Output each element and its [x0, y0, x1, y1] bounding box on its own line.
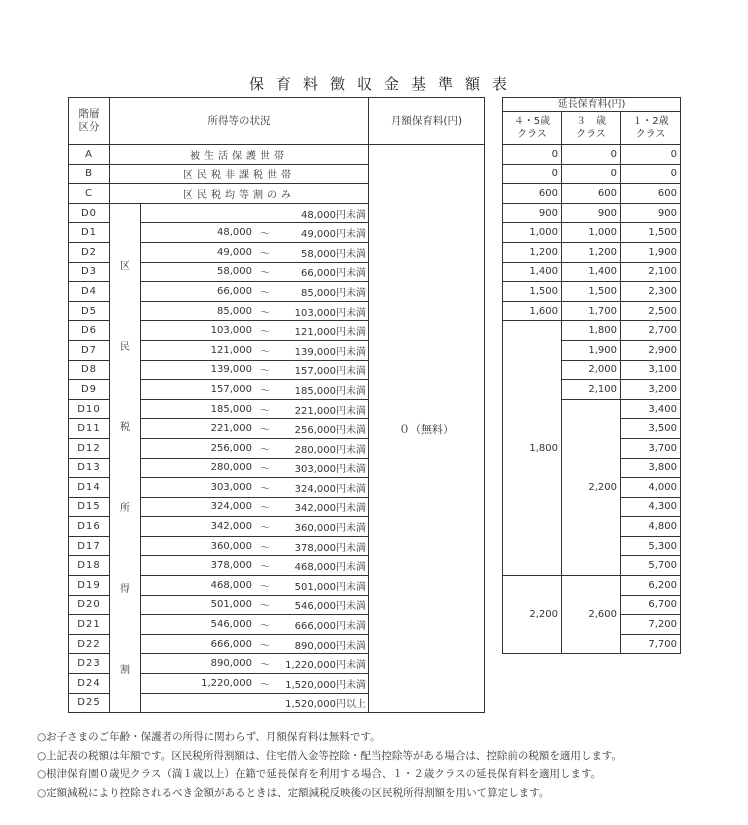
- extended-fee: 4,300: [621, 497, 681, 517]
- vertical-label: [110, 203, 141, 712]
- extended-fee: 5,700: [621, 556, 681, 576]
- extended-fee: 1,600: [503, 301, 562, 321]
- table-row: [503, 301, 681, 321]
- tier-code: D9: [69, 380, 110, 400]
- extended-fee: 1,200: [503, 242, 562, 262]
- income-range: [141, 478, 369, 498]
- income-range: [141, 340, 369, 360]
- income-range: [141, 693, 369, 713]
- range-upper: 1,220,000円未満: [285, 660, 366, 672]
- range-upper: 378,000円未満: [294, 542, 366, 554]
- range-lower: 324,000: [210, 501, 252, 513]
- note-line: ○定額減税により控除されるべき金額があるときは、定額減税反映後の区民税所得割額を用いて算定します。: [37, 786, 550, 799]
- range-tilde: ～: [260, 268, 270, 280]
- range-tilde: ～: [260, 581, 270, 593]
- range-upper: 121,000円未満: [294, 327, 366, 339]
- range-lower: 121,000: [210, 344, 252, 356]
- extended-fee: 0: [503, 145, 562, 165]
- extended-fee: 1,000: [562, 223, 621, 243]
- income-range: [141, 634, 369, 654]
- tier-code: D14: [69, 478, 110, 498]
- extended-fee: 3,100: [621, 360, 681, 380]
- header-class-4-5: ４・5歳 クラス: [503, 112, 562, 145]
- vertical-label-char: 割: [120, 664, 130, 676]
- tier-code: D18: [69, 556, 110, 576]
- header-monthly-fee: 月額保育料(円): [369, 98, 485, 145]
- range-tilde: ～: [260, 444, 270, 456]
- tier-code: D22: [69, 634, 110, 654]
- range-lower: 890,000: [210, 658, 252, 670]
- monthly-fee: ０（無料）: [369, 145, 485, 713]
- range-upper: 256,000円未満: [294, 425, 366, 437]
- range-tilde: ～: [260, 405, 270, 417]
- page-title: 保育料徴収金基準額表: [248, 75, 519, 93]
- tier-code: D0: [69, 203, 110, 223]
- income-range: [141, 536, 369, 556]
- extended-fee: 2,500: [621, 301, 681, 321]
- extended-fee: 7,200: [621, 615, 681, 635]
- extended-fee: 1,800: [562, 321, 621, 341]
- vertical-label-char: 区: [120, 260, 130, 272]
- income-range: [141, 576, 369, 596]
- extended-fee: 600: [562, 184, 621, 204]
- range-lower: 360,000: [210, 540, 252, 552]
- header-income: 所得等の状況: [110, 98, 369, 145]
- range-lower: 66,000: [217, 285, 252, 297]
- range-lower: 546,000: [210, 619, 252, 631]
- extended-fee: 2,600: [562, 576, 621, 654]
- range-lower: 378,000: [210, 560, 252, 572]
- extended-fee: 5,300: [621, 536, 681, 556]
- vertical-label-char: 税: [120, 422, 130, 434]
- extended-title: 延長保育料(円): [503, 98, 681, 112]
- range-upper: 1,520,000円未満: [285, 679, 366, 691]
- tier-code: D10: [69, 399, 110, 419]
- range-upper: 49,000円未満: [301, 229, 366, 241]
- income-range: [141, 438, 369, 458]
- range-lower: 342,000: [210, 521, 252, 533]
- range-tilde: ～: [260, 640, 270, 652]
- extended-fee: 1,500: [621, 223, 681, 243]
- tier-code: D7: [69, 340, 110, 360]
- range-upper: 666,000円未満: [294, 621, 366, 633]
- range-upper: 342,000円未満: [294, 503, 366, 515]
- income-range: [141, 321, 369, 341]
- range-tilde: ～: [260, 287, 270, 299]
- range-upper: 1,520,000円以上: [285, 699, 366, 711]
- extended-fee: 0: [621, 164, 681, 184]
- extended-fee: 600: [621, 184, 681, 204]
- table-row: [503, 262, 681, 282]
- table-row: [503, 282, 681, 302]
- extended-fee: 0: [562, 164, 621, 184]
- range-upper: 501,000円未満: [294, 581, 366, 593]
- income-range: [141, 242, 369, 262]
- extended-fee: 1,700: [562, 301, 621, 321]
- range-upper: 360,000円未満: [294, 523, 366, 535]
- range-upper: 185,000円未満: [294, 385, 366, 397]
- range-lower: 468,000: [210, 579, 252, 591]
- range-lower: 501,000: [210, 599, 252, 611]
- extended-fee: 3,400: [621, 399, 681, 419]
- range-lower: 185,000: [210, 403, 252, 415]
- extended-fee: 1,900: [562, 340, 621, 360]
- extended-fee: 2,100: [621, 262, 681, 282]
- note-line: ○根津保育園０歳児クラス（満１歳以上）在籍で延長保育を利用する場合、１・２歳クラスの延長保育料を適用します。: [37, 768, 602, 780]
- income-range: [141, 595, 369, 615]
- table-row: [503, 576, 681, 596]
- extended-fee: 2,100: [562, 380, 621, 400]
- table-row: [503, 164, 681, 184]
- fee-table: [68, 97, 485, 713]
- range-lower: 666,000: [210, 638, 252, 650]
- extended-fee: 6,700: [621, 595, 681, 615]
- range-upper: 303,000円未満: [294, 464, 366, 476]
- range-upper: 280,000円未満: [294, 444, 366, 456]
- range-tilde: ～: [260, 327, 270, 339]
- range-tilde: ～: [260, 601, 270, 613]
- range-lower: 280,000: [210, 462, 252, 474]
- tier-code: C: [69, 184, 110, 204]
- extended-fee: 2,300: [621, 282, 681, 302]
- tier-code: D1: [69, 223, 110, 243]
- range-lower: 303,000: [210, 481, 252, 493]
- extended-fee: 6,200: [621, 576, 681, 596]
- range-tilde: ～: [260, 483, 270, 495]
- tier-code: B: [69, 164, 110, 184]
- range-lower: 157,000: [210, 383, 252, 395]
- range-tilde: ～: [260, 346, 270, 358]
- vertical-label-char: 民: [120, 341, 130, 353]
- extended-fee: 0: [562, 145, 621, 165]
- range-tilde: ～: [260, 679, 270, 691]
- range-tilde: ～: [260, 248, 270, 260]
- tier-code: D5: [69, 301, 110, 321]
- header-tier: 階層 区分: [69, 98, 110, 145]
- table-row: [69, 145, 485, 165]
- income-range: [141, 654, 369, 674]
- extended-fee: 1,200: [562, 242, 621, 262]
- income-range: [141, 203, 369, 223]
- tier-code: D24: [69, 674, 110, 694]
- tier-code: D4: [69, 282, 110, 302]
- income-range: [141, 262, 369, 282]
- extended-fee: 4,800: [621, 517, 681, 537]
- range-tilde: ～: [260, 523, 270, 535]
- extended-fee: 7,700: [621, 634, 681, 654]
- tier-code: D6: [69, 321, 110, 341]
- extended-fee: 1,000: [503, 223, 562, 243]
- extended-fee: 2,000: [562, 360, 621, 380]
- extended-fee: 900: [562, 203, 621, 223]
- income-range: [141, 517, 369, 537]
- vertical-label-char: 得: [120, 584, 130, 595]
- range-tilde: ～: [260, 562, 270, 574]
- extended-fee: 1,500: [562, 282, 621, 302]
- range-upper: 324,000円未満: [294, 483, 366, 495]
- income-range: [141, 399, 369, 419]
- range-tilde: ～: [260, 307, 270, 319]
- header-class-1-2: １・2歳 クラス: [621, 112, 681, 145]
- extended-fee: 3,700: [621, 438, 681, 458]
- table-row: [503, 145, 681, 165]
- range-lower: 221,000: [210, 423, 252, 435]
- range-lower: 103,000: [210, 325, 252, 337]
- extended-fee: 0: [503, 164, 562, 184]
- range-upper: 103,000円未満: [294, 307, 366, 319]
- range-tilde: ～: [260, 229, 270, 241]
- range-upper: 890,000円未満: [294, 640, 366, 652]
- range-lower: 256,000: [210, 442, 252, 454]
- vertical-label-char: 所: [120, 503, 130, 515]
- extended-care-fee-table: [502, 97, 681, 654]
- extended-fee: 900: [621, 203, 681, 223]
- tier-code: D11: [69, 419, 110, 439]
- income-range: [141, 380, 369, 400]
- range-lower: 48,000: [217, 227, 252, 239]
- tier-code: D21: [69, 615, 110, 635]
- tier-code: D8: [69, 360, 110, 380]
- extended-fee: 600: [503, 184, 562, 204]
- tier-code: D25: [69, 693, 110, 713]
- range-upper: 468,000円未満: [294, 562, 366, 574]
- tier-code: D3: [69, 262, 110, 282]
- table-row: [503, 223, 681, 243]
- range-upper: 139,000円未満: [294, 346, 366, 358]
- income-range: [141, 301, 369, 321]
- tier-code: D12: [69, 438, 110, 458]
- tier-code: D13: [69, 458, 110, 478]
- extended-fee: 3,800: [621, 458, 681, 478]
- range-upper: 66,000円未満: [301, 268, 366, 280]
- range-lower: 49,000: [217, 246, 252, 258]
- income-range: [141, 615, 369, 635]
- note-line: ○上記表の税額は年額です。区民税所得割額は、住宅借入金等控除・配当控除等がある場合は、控除前の税額を適用します。: [37, 749, 622, 762]
- income-status: 区民税均等割のみ: [110, 184, 369, 204]
- range-upper: 157,000円未満: [294, 366, 366, 378]
- range-tilde: ～: [260, 385, 270, 397]
- income-range: [141, 556, 369, 576]
- range-upper: 546,000円未満: [294, 601, 366, 613]
- extended-fee: 1,400: [562, 262, 621, 282]
- extended-fee: 4,000: [621, 478, 681, 498]
- tier-code: D17: [69, 536, 110, 556]
- range-tilde: ～: [260, 464, 270, 476]
- range-upper: 58,000円未満: [301, 248, 366, 260]
- range-upper: 48,000円未満: [301, 209, 366, 221]
- table-row: [503, 242, 681, 262]
- extended-fee: 3,200: [621, 380, 681, 400]
- income-range: [141, 674, 369, 694]
- tier-code: D20: [69, 595, 110, 615]
- income-range: [141, 282, 369, 302]
- income-status: 被生活保護世帯: [110, 145, 369, 165]
- range-tilde: ～: [260, 366, 270, 378]
- range-tilde: ～: [260, 542, 270, 554]
- tier-code: A: [69, 145, 110, 165]
- income-range: [141, 497, 369, 517]
- notes: [37, 728, 622, 802]
- tier-code: D15: [69, 497, 110, 517]
- range-lower: 1,220,000: [201, 677, 252, 689]
- range-tilde: ～: [260, 621, 270, 633]
- income-status: 区民税非課税世帯: [110, 164, 369, 184]
- range-tilde: ～: [260, 660, 270, 672]
- extended-fee: 1,500: [503, 282, 562, 302]
- extended-fee: 2,200: [503, 576, 562, 654]
- range-upper: 221,000円未満: [294, 405, 366, 417]
- range-tilde: ～: [260, 503, 270, 515]
- tier-code: D23: [69, 654, 110, 674]
- extended-fee: 1,900: [621, 242, 681, 262]
- note-line: ○お子さまのご年齢・保護者の所得に関わらず、月額保育料は無料です。: [37, 731, 381, 743]
- extended-fee: 900: [503, 203, 562, 223]
- income-range: [141, 419, 369, 439]
- tier-code: D19: [69, 576, 110, 596]
- range-tilde: ～: [260, 425, 270, 437]
- income-range: [141, 458, 369, 478]
- extended-fee: 1,400: [503, 262, 562, 282]
- header-class-3: ３ 歳 クラス: [562, 112, 621, 145]
- extended-fee: 0: [621, 145, 681, 165]
- income-range: [141, 223, 369, 243]
- extended-fee: 1,800: [503, 321, 562, 576]
- extended-fee: 2,700: [621, 321, 681, 341]
- extended-fee: 3,500: [621, 419, 681, 439]
- extended-fee: 2,900: [621, 340, 681, 360]
- range-lower: 139,000: [210, 364, 252, 376]
- range-upper: 85,000円未満: [301, 287, 366, 299]
- range-lower: 58,000: [217, 266, 252, 278]
- extended-fee: 2,200: [562, 399, 621, 575]
- tier-code: D2: [69, 242, 110, 262]
- range-lower: 85,000: [217, 305, 252, 317]
- tier-code: D16: [69, 517, 110, 537]
- income-range: [141, 360, 369, 380]
- table-row: [503, 321, 681, 341]
